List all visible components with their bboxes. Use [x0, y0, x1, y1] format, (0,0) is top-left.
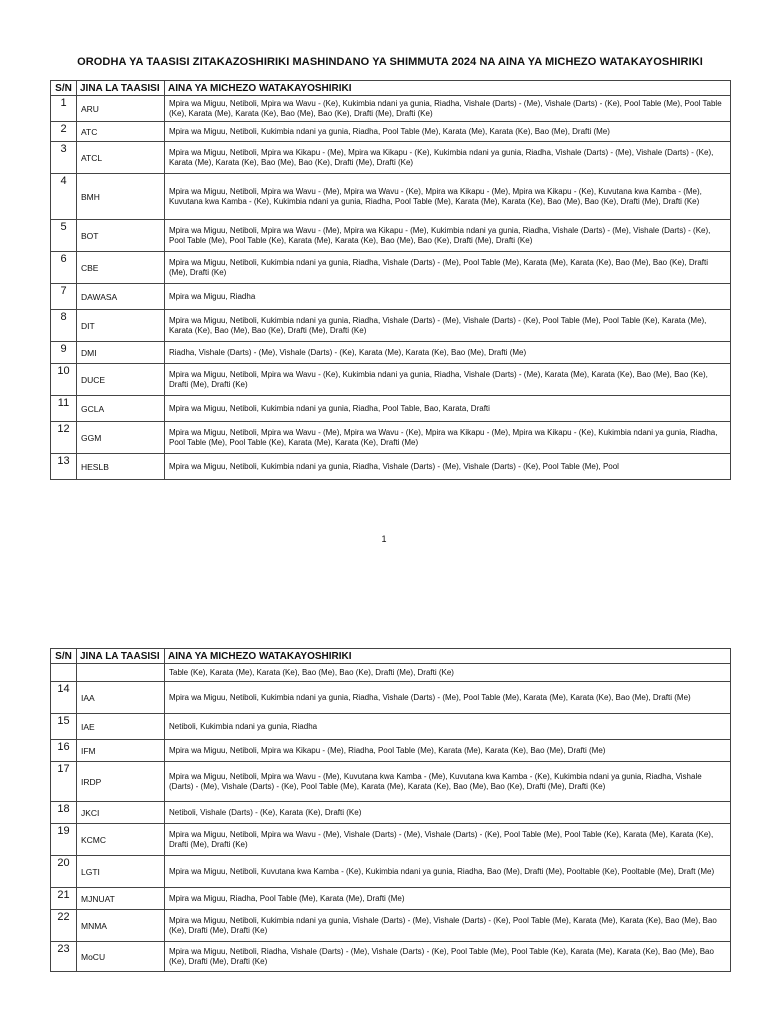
- row-institution-name: ATC: [77, 122, 165, 142]
- institutions-table-page-1: [50, 80, 731, 480]
- row-games: Mpira wa Miguu, Netiboli, Mpira wa Wavu - (Me), Mpira wa Wavu - (Ke), Mpira wa Kikapu - (Me), Mpira wa Kikapu - (Ke), Kukimbia ndani ya gunia, Riadha, Pool Table (Me), Pool Table (Ke), Karata (Me), Karata (Ke), Drafti (Me): [165, 422, 731, 454]
- row-games: Mpira wa Miguu, Netiboli, Kukimbia ndani ya gunia, Vishale (Darts) - (Me), Vishale (Darts) - (Ke), Pool Table (Me), Karata (Me), Karata (Ke), Bao (Me), Bao (Ke), Drafti (Me), Drafti (Ke): [165, 910, 731, 942]
- table-row: [51, 714, 731, 740]
- row-games: Mpira wa Miguu, Netiboli, Kukimbia ndani ya gunia, Riadha, Vishale (Darts) - (Me), Pool Table (Me), Karata (Me), Karata (Ke), Bao (Me), Bao (Ke), Drafti (Me), Drafti (Ke): [165, 252, 731, 284]
- row-institution-name: MJNUAT: [77, 888, 165, 910]
- table-row: [51, 284, 731, 310]
- row-sn: 5: [51, 220, 77, 252]
- row-games: Mpira wa Miguu, Netiboli, Mpira wa Wavu - (Me), Vishale (Darts) - (Me), Vishale (Darts) - (Ke), Pool Table (Me), Pool Table (Ke), Karata (Me), Karata (Ke), Drafti (Me), Drafti (Ke): [165, 824, 731, 856]
- table-row: [51, 122, 731, 142]
- row-institution-name: DAWASA: [77, 284, 165, 310]
- row-sn: 17: [51, 762, 77, 802]
- table-row: [51, 888, 731, 910]
- header-games: AINA YA MICHEZO WATAKAYOSHIRIKI: [165, 649, 731, 664]
- table-row: [51, 910, 731, 942]
- row-sn: 22: [51, 910, 77, 942]
- row-games: Mpira wa Miguu, Netiboli, Mpira wa Wavu - (Ke), Kukimbia ndani ya gunia, Riadha, Vishale (Darts) - (Me), Karata (Me), Karata (Ke), Bao (Me), Bao (Ke), Drafti (Me), Drafti (Ke): [165, 364, 731, 396]
- table-header-row: [51, 81, 731, 96]
- row-sn: 21: [51, 888, 77, 910]
- row-games: Netiboli, Vishale (Darts) - (Ke), Karata (Ke), Drafti (Ke): [165, 802, 731, 824]
- document-title: ORODHA YA TAASISI ZITAKAZOSHIRIKI MASHINDANO YA SHIMMUTA 2024 NA AINA YA MICHEZO WATAKAYOSHIRIKI: [77, 56, 703, 68]
- table-row: [51, 310, 731, 342]
- table-row: [51, 682, 731, 714]
- table-row: [51, 252, 731, 284]
- row-games: Mpira wa Miguu, Netiboli, Mpira wa Wavu - (Me), Kuvutana kwa Kamba - (Me), Kuvutana kwa Kamba - (Ke), Kukimbia ndani ya gunia, Riadha, Vishale (Darts) - (Me), Vishale (Darts) - (Ke), Pool Table (Me), Karata (Me), Karata (Ke), Bao (Me), Bao (Ke), Drafti (Me), Drafti (Ke): [165, 762, 731, 802]
- row-games: Mpira wa Miguu, Netiboli, Kukimbia ndani ya gunia, Riadha, Vishale (Darts) - (Me), Vishale (Darts) - (Ke), Pool Table (Me), Pool Table (Ke), Karata (Me), Karata (Ke), Bao (Me), Bao (Ke), Drafti (Me), Drafti (Ke): [165, 310, 731, 342]
- row-games: Table (Ke), Karata (Me), Karata (Ke), Bao (Me), Bao (Ke), Drafti (Me), Drafti (Ke): [165, 664, 731, 682]
- row-sn: 19: [51, 824, 77, 856]
- row-institution-name: MNMA: [77, 910, 165, 942]
- row-games: Mpira wa Miguu, Netiboli, Kukimbia ndani ya gunia, Riadha, Vishale (Darts) - (Me), Vishale (Darts) - (Ke), Pool Table (Me), Pool: [165, 454, 731, 480]
- row-games: Mpira wa Miguu, Riadha, Pool Table (Me), Karata (Me), Drafti (Me): [165, 888, 731, 910]
- row-institution-name: DUCE: [77, 364, 165, 396]
- row-sn: 10: [51, 364, 77, 396]
- institutions-table-page-2: [50, 648, 731, 972]
- row-institution-name: ARU: [77, 96, 165, 122]
- row-institution-name: KCMC: [77, 824, 165, 856]
- table-row: [51, 824, 731, 856]
- row-institution-name: CBE: [77, 252, 165, 284]
- row-institution-name: DMI: [77, 342, 165, 364]
- row-institution-name: GGM: [77, 422, 165, 454]
- row-sn: [51, 664, 77, 682]
- row-games: Mpira wa Miguu, Netiboli, Kuvutana kwa Kamba - (Ke), Kukimbia ndani ya gunia, Riadha, Bao (Me), Drafti (Me), Pooltable (Ke), Pooltable (Me), Draft (Me): [165, 856, 731, 888]
- row-sn: 11: [51, 396, 77, 422]
- table-row: [51, 96, 731, 122]
- table-row: [51, 174, 731, 220]
- row-institution-name: IAA: [77, 682, 165, 714]
- table-row: [51, 740, 731, 762]
- header-games: AINA YA MICHEZO WATAKAYOSHIRIKI: [165, 81, 731, 96]
- row-institution-name: DIT: [77, 310, 165, 342]
- row-institution-name: IAE: [77, 714, 165, 740]
- table-header-row: [51, 649, 731, 664]
- table-row: [51, 364, 731, 396]
- row-games: Mpira wa Miguu, Netiboli, Kukimbia ndani ya gunia, Riadha, Vishale (Darts) - (Me), Pool Table (Me), Karata (Me), Karata (Ke), Bao (Me), Drafti (Me): [165, 682, 731, 714]
- table-row: [51, 342, 731, 364]
- row-institution-name: ATCL: [77, 142, 165, 174]
- row-institution-name: JKCI: [77, 802, 165, 824]
- row-games: Mpira wa Miguu, Netiboli, Mpira wa Kikapu - (Me), Mpira wa Kikapu - (Ke), Kukimbia ndani ya gunia, Riadha, Vishale (Darts) - (Me), Vishale (Darts) - (Ke), Karata (Me), Karata (Ke), Bao (Me), Bao (Ke), Drafti (Me), Drafti (Ke): [165, 142, 731, 174]
- row-institution-name: GCLA: [77, 396, 165, 422]
- row-sn: 16: [51, 740, 77, 762]
- row-institution-name: MoCU: [77, 942, 165, 972]
- table-row: [51, 422, 731, 454]
- row-games: Mpira wa Miguu, Netiboli, Mpira wa Wavu - (Me), Mpira wa Kikapu - (Me), Kukimbia ndani ya gunia, Riadha, Vishale (Darts) - (Me), Vishale (Darts) - (Ke), Pool Table (Me), Pool Table (Ke), Karata (Me), Karata (Ke), Bao (Me), Bao (Ke), Drafti (Me), Drafti (Ke): [165, 220, 731, 252]
- row-sn: 15: [51, 714, 77, 740]
- row-sn: 1: [51, 96, 77, 122]
- table-row: [51, 220, 731, 252]
- table-row: [51, 142, 731, 174]
- row-sn: 7: [51, 284, 77, 310]
- row-institution-name: HESLB: [77, 454, 165, 480]
- row-games: Mpira wa Miguu, Netiboli, Riadha, Vishale (Darts) - (Me), Vishale (Darts) - (Ke), Pool Table (Me), Pool Table (Ke), Karata (Me), Karata (Ke), Bao (Me), Bao (Ke), Drafti (Me), Drafti (Ke): [165, 942, 731, 972]
- row-games: Riadha, Vishale (Darts) - (Me), Vishale (Darts) - (Ke), Karata (Me), Karata (Ke), Bao (Me), Drafti (Me): [165, 342, 731, 364]
- table-row: [51, 942, 731, 972]
- row-games: Mpira wa Miguu, Netiboli, Mpira wa Kikapu - (Me), Riadha, Pool Table (Me), Karata (Me), Karata (Ke), Bao (Me), Drafti (Me): [165, 740, 731, 762]
- row-institution-name: IRDP: [77, 762, 165, 802]
- page-number: 1: [381, 534, 387, 544]
- row-sn: 3: [51, 142, 77, 174]
- row-institution-name: BMH: [77, 174, 165, 220]
- row-sn: 2: [51, 122, 77, 142]
- row-sn: 9: [51, 342, 77, 364]
- row-games: Mpira wa Miguu, Netiboli, Kukimbia ndani ya gunia, Riadha, Pool Table, Bao, Karata, Drafti: [165, 396, 731, 422]
- row-sn: 8: [51, 310, 77, 342]
- row-sn: 14: [51, 682, 77, 714]
- row-games: Netiboli, Kukimbia ndani ya gunia, Riadha: [165, 714, 731, 740]
- row-sn: 4: [51, 174, 77, 220]
- table-row: [51, 454, 731, 480]
- table-row: [51, 762, 731, 802]
- row-games: Mpira wa Miguu, Netiboli, Kukimbia ndani ya gunia, Riadha, Pool Table (Me), Karata (Me), Karata (Ke), Bao (Me), Drafti (Me): [165, 122, 731, 142]
- row-sn: 23: [51, 942, 77, 972]
- header-institution-name: JINA LA TAASISI: [77, 649, 165, 664]
- table-row: [51, 856, 731, 888]
- row-games: Mpira wa Miguu, Netiboli, Mpira wa Wavu - (Ke), Kukimbia ndani ya gunia, Riadha, Vishale (Darts) - (Me), Vishale (Darts) - (Ke), Pool Table (Me), Pool Table (Ke), Karata (Me), Karata (Ke), Bao (Me), Bao (Ke), Drafti (Me), Drafti (Ke): [165, 96, 731, 122]
- row-games: Mpira wa Miguu, Netiboli, Mpira wa Wavu - (Me), Mpira wa Wavu - (Ke), Mpira wa Kikapu - (Me), Mpira wa Kikapu - (Ke), Kuvutana kwa Kamba - (Me), Kuvutana kwa Kamba - (Ke), Kukimbia ndani ya gunia, Riadha, Pool Table (Me), Karata (Me), Karata (Ke), Bao (Me), Bao (Ke), Drafti (Me), Drafti (Ke): [165, 174, 731, 220]
- row-sn: 20: [51, 856, 77, 888]
- table-row: [51, 802, 731, 824]
- row-institution-name: BOT: [77, 220, 165, 252]
- row-sn: 6: [51, 252, 77, 284]
- row-sn: 12: [51, 422, 77, 454]
- row-sn: 18: [51, 802, 77, 824]
- header-sn: S/N: [51, 81, 77, 96]
- header-institution-name: JINA LA TAASISI: [77, 81, 165, 96]
- table-row: [51, 396, 731, 422]
- table-row: [51, 664, 731, 682]
- row-sn: 13: [51, 454, 77, 480]
- row-institution-name: [77, 664, 165, 682]
- header-sn: S/N: [51, 649, 77, 664]
- row-institution-name: LGTI: [77, 856, 165, 888]
- row-games: Mpira wa Miguu, Riadha: [165, 284, 731, 310]
- row-institution-name: IFM: [77, 740, 165, 762]
